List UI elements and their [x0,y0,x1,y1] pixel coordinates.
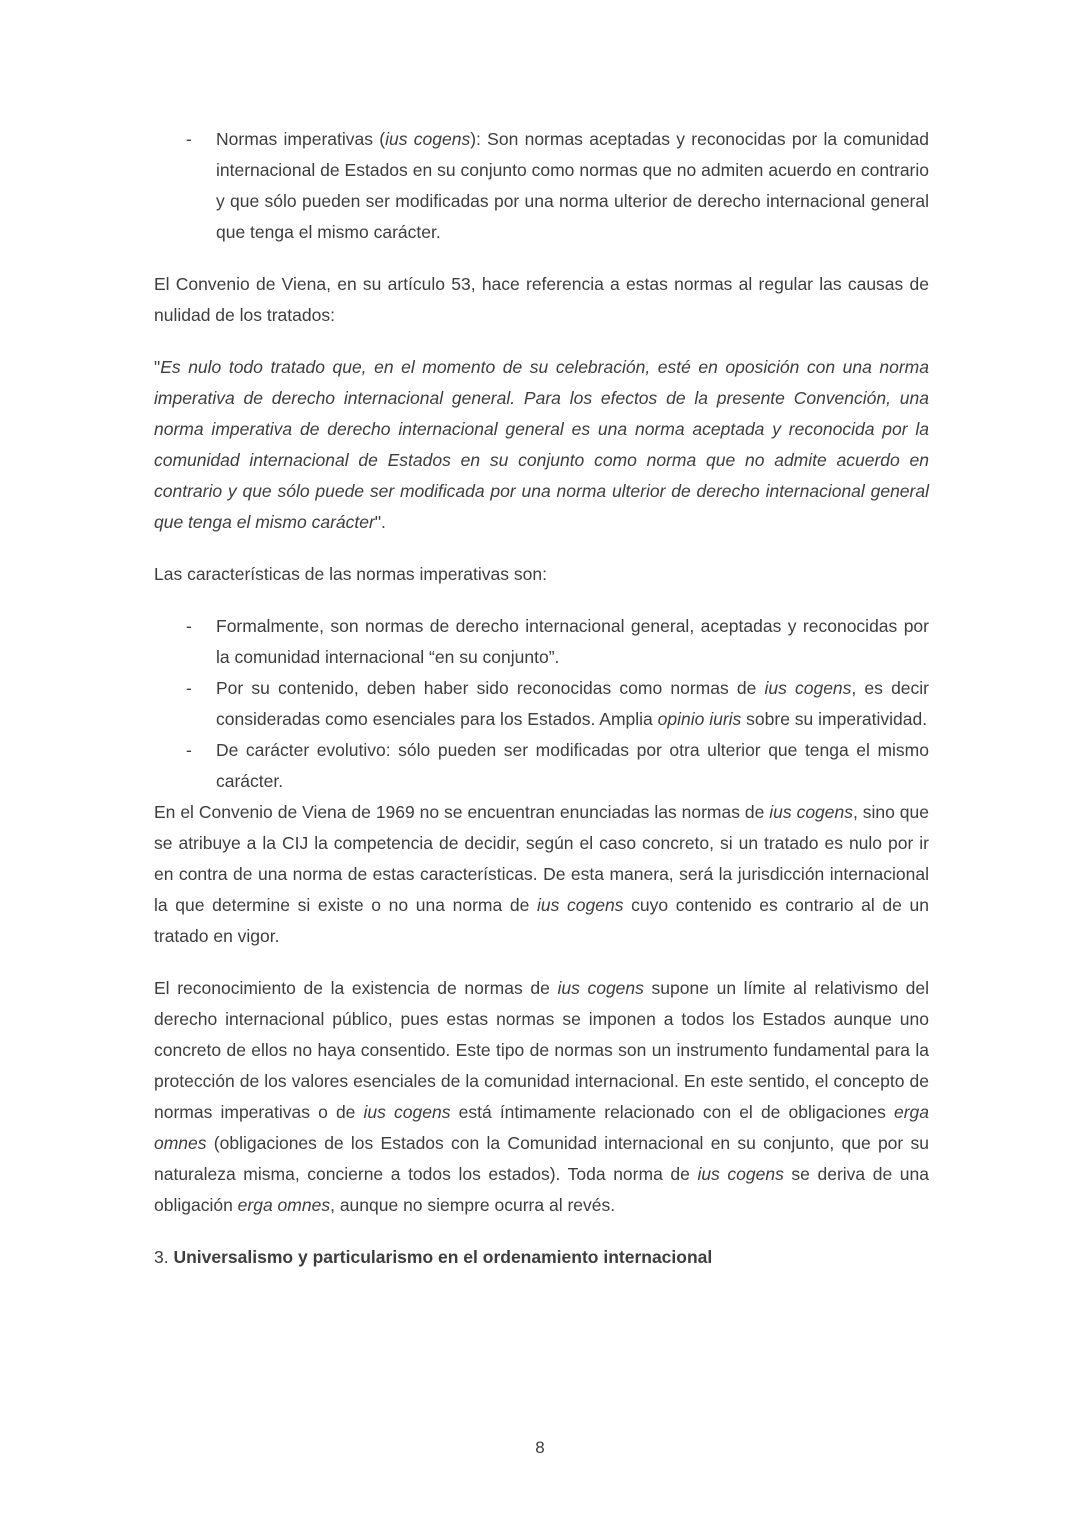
list-item-text: Normas imperativas (ius cogens): Son normas aceptadas y reconocidas por la comunidad internacional de Estados en su conjunto como normas que no admiten acuerdo en contrario y que sólo pueden ser modificadas por una norma ulterior de derecho internacional general que tenga el mismo carácter. [216,129,929,242]
paragraph-convenio-1969: En el Convenio de Viena de 1969 no se encuentran enunciadas las normas de ius cogens, sino que se atribuye a la CIJ la competencia de decidir, según el caso concreto, si un tratado es nulo por ir en contra de una norma de estas características. De esta manera, será la jurisdicción internacional la que determine si existe o no una norma de ius cogens cuyo contenido es contrario al de un tratado en vigor. [154,802,930,946]
characteristics-bullet-list [154,611,929,797]
dash-bullet-icon: - [186,740,192,760]
list-item [154,611,929,673]
list-item-text: De carácter evolutivo: sólo pueden ser modificadas por otra ulterior que tenga el mismo carácter. [216,740,929,791]
paragraph-caracteristicas-intro: Las características de las normas imperativas son: [154,564,547,584]
dash-bullet-icon: - [186,678,192,698]
section-heading: 3. Universalismo y particularismo en el ordenamiento internacional [154,1247,713,1267]
quote-articulo-53: "Es nulo todo tratado que, en el momento de su celebración, esté en oposición con una norma imperativa de derecho internacional general. Para los efectos de la presente Convención, una norma imperativa de derecho internacional general es una norma aceptada y reconocida por la comunidad internacional de Estados en su conjunto como norma que no admite acuerdo en contrario y que sólo puede ser modificada por una norma ulterior de derecho internacional general que tenga el mismo carácter". [154,357,929,532]
definition-bullet-list [154,124,929,248]
paragraph-reconocimiento: El reconocimiento de la existencia de normas de ius cogens supone un límite al relativismo del derecho internacional público, pues estas normas se imponen a todos los Estados aunque uno concreto de ellos no haya consentido. Este tipo de normas son un instrumento fundamental para la protección de los valores esenciales de la comunidad internacional. En este sentido, el concepto de normas imperativas o de ius cogens está íntimamente relacionado con el de obligaciones erga omnes (obligaciones de los Estados con la Comunidad internacional en su conjunto, que por su naturaleza misma, concierne a todos los estados). Toda norma de ius cogens se deriva de una obligación erga omnes, aunque no siempre ocurra al revés. [154,978,929,1215]
list-item [154,735,929,797]
list-item-text: Formalmente, son normas de derecho internacional general, aceptadas y reconocidas por la comunidad internacional “en su conjunto”. [216,616,929,667]
list-item [154,124,929,248]
list-item [154,673,929,735]
paragraph-convenio-viena: El Convenio de Viena, en su artículo 53, hace referencia a estas normas al regular las causas de nulidad de los tratados: [154,274,929,325]
dash-bullet-icon: - [186,616,192,636]
page-number: 8 [535,1438,545,1457]
dash-bullet-icon: - [186,129,192,149]
list-item-text: Por su contenido, deben haber sido reconocidas como normas de ius cogens, es decir consideradas como esenciales para los Estados. Amplia opinio iuris sobre su imperatividad. [216,678,929,729]
